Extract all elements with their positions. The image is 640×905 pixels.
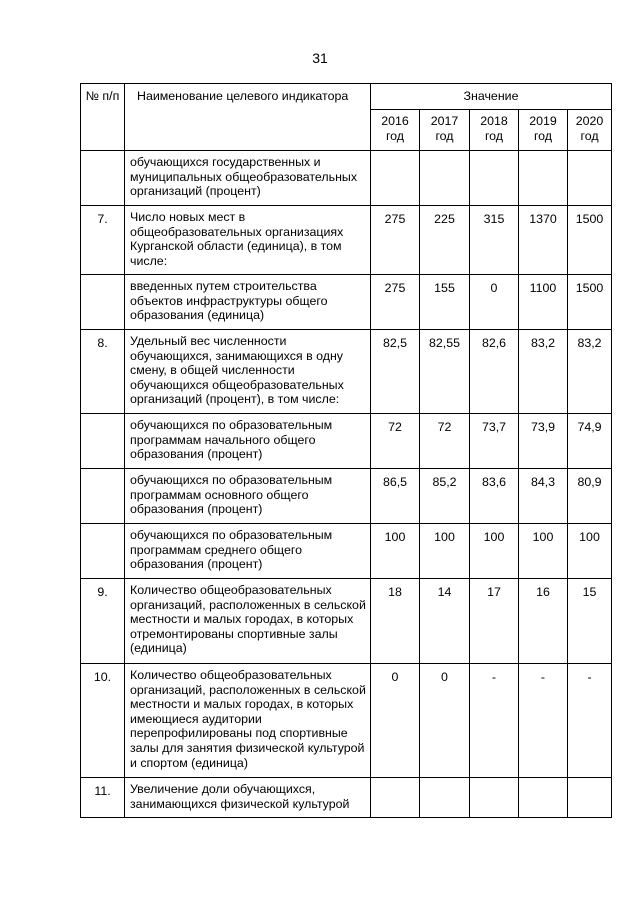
value-cell-2018: 83,6 [470, 469, 519, 524]
value-cell-2016 [371, 151, 420, 206]
table-row [81, 469, 612, 524]
table-row [81, 414, 612, 469]
table-row [81, 664, 612, 778]
table-row [81, 524, 612, 579]
value-cell-2016: 0 [371, 664, 420, 778]
value-cell-2020: - [568, 664, 612, 778]
row-number [81, 275, 125, 330]
value-cell-2017: 0 [420, 664, 470, 778]
table-header [81, 84, 612, 151]
value-cell-2019: 1100 [519, 275, 568, 330]
value-cell-2020: 83,2 [568, 330, 612, 414]
value-cell-2019: - [519, 664, 568, 778]
value-cell-2018: 315 [470, 206, 519, 275]
row-number [81, 151, 125, 206]
value-cell-2018 [470, 151, 519, 206]
indicator-name: обучающихся по образовательным программам среднего общего образования (процент) [125, 524, 371, 579]
indicator-name: обучающихся по образовательным программам начального общего образования (процент) [125, 414, 371, 469]
header-num: № п/п [81, 84, 125, 151]
value-cell-2018: 73,7 [470, 414, 519, 469]
year-label: 2019 [529, 114, 557, 128]
value-cell-2017: 100 [420, 524, 470, 579]
indicator-name: обучающихся государственных и муниципальных общеобразовательных организаций (процент) [125, 151, 371, 206]
value-cell-2020: 1500 [568, 206, 612, 275]
indicator-name: обучающихся по образовательным программам основного общего образования (процент) [125, 469, 371, 524]
header-year-4 [568, 110, 612, 151]
row-number [81, 469, 125, 524]
header-row [81, 84, 612, 110]
value-cell-2020: 100 [568, 524, 612, 579]
value-cell-2018: 17 [470, 579, 519, 664]
value-cell-2020: 1500 [568, 275, 612, 330]
value-cell-2018: 82,6 [470, 330, 519, 414]
value-cell-2017 [420, 151, 470, 206]
value-cell-2017: 225 [420, 206, 470, 275]
value-cell-2020 [568, 778, 612, 818]
indicator-name: Число новых мест в общеобразовательных организациях Курганской области (единица), в том числе: [125, 206, 371, 275]
value-cell-2020: 74,9 [568, 414, 612, 469]
value-cell-2018: 100 [470, 524, 519, 579]
year-label: 2017 [430, 114, 459, 128]
year-label: 2020 [575, 114, 604, 128]
value-cell-2019: 100 [519, 524, 568, 579]
value-cell-2017: 72 [420, 414, 470, 469]
header-name: Наименование целевого индикатора [125, 84, 371, 151]
value-cell-2019: 1370 [519, 206, 568, 275]
value-cell-2017: 82,55 [420, 330, 470, 414]
value-cell-2019: 73,9 [519, 414, 568, 469]
value-cell-2018 [470, 778, 519, 818]
indicator-name: Количество общеобразовательных организаций, расположенных в сельской местности и малых городах, в которых отремонтированы спортивные залы (единица) [125, 579, 371, 664]
value-cell-2017: 155 [420, 275, 470, 330]
header-year-2 [470, 110, 519, 151]
value-cell-2017: 14 [420, 579, 470, 664]
value-cell-2016: 18 [371, 579, 420, 664]
row-number: 10. [81, 664, 125, 778]
year-unit: год [533, 129, 553, 143]
value-cell-2017: 85,2 [420, 469, 470, 524]
value-cell-2016: 72 [371, 414, 420, 469]
year-unit: год [435, 129, 454, 143]
value-cell-2019: 83,2 [519, 330, 568, 414]
value-cell-2020: 80,9 [568, 469, 612, 524]
year-label: 2016 [381, 114, 409, 128]
year-unit: год [385, 129, 405, 143]
header-year-3 [519, 110, 568, 151]
table-row [81, 330, 612, 414]
value-cell-2019: 84,3 [519, 469, 568, 524]
indicator-name: Увеличение доли обучающихся, занимающихся физической культурой [125, 778, 371, 818]
page-number: 31 [312, 50, 328, 66]
header-year-1 [420, 110, 470, 151]
row-number [81, 524, 125, 579]
indicator-name: введенных путем строительства объектов инфраструктуры общего образования (единица) [125, 275, 371, 330]
row-number [81, 414, 125, 469]
value-cell-2018: 0 [470, 275, 519, 330]
header-year-0 [371, 110, 420, 151]
value-cell-2019 [519, 778, 568, 818]
row-number: 7. [81, 206, 125, 275]
value-cell-2019: 16 [519, 579, 568, 664]
table-row [81, 151, 612, 206]
value-cell-2016: 275 [371, 275, 420, 330]
header-value: Значение [371, 84, 612, 110]
table-body [81, 151, 612, 818]
value-cell-2016: 100 [371, 524, 420, 579]
value-cell-2017 [420, 778, 470, 818]
table-row [81, 275, 612, 330]
year-label: 2018 [480, 114, 508, 128]
indicators-table [80, 83, 612, 818]
value-cell-2016: 86,5 [371, 469, 420, 524]
value-cell-2016: 275 [371, 206, 420, 275]
table-row [81, 206, 612, 275]
indicator-name: Количество общеобразовательных организаций, расположенных в сельской местности и малых городах, в которых имеющиеся аудитории перепрофилированы под спортивные залы для занятия физической культурой и спортом (единица) [125, 664, 371, 778]
value-cell-2020: 15 [568, 579, 612, 664]
row-number: 8. [81, 330, 125, 414]
table-row [81, 778, 612, 818]
value-cell-2020 [568, 151, 612, 206]
value-cell-2019 [519, 151, 568, 206]
table-row [81, 579, 612, 664]
value-cell-2016: 82,5 [371, 330, 420, 414]
value-cell-2016 [371, 778, 420, 818]
year-unit: год [484, 129, 504, 143]
indicator-name: Удельный вес численности обучающихся, занимающихся в одну смену, в общей численности обучающихся общеобразовательных организаций (процент), в том числе: [125, 330, 371, 414]
value-cell-2018: - [470, 664, 519, 778]
row-number: 11. [81, 778, 125, 818]
row-number: 9. [81, 579, 125, 664]
year-unit: год [580, 129, 599, 143]
